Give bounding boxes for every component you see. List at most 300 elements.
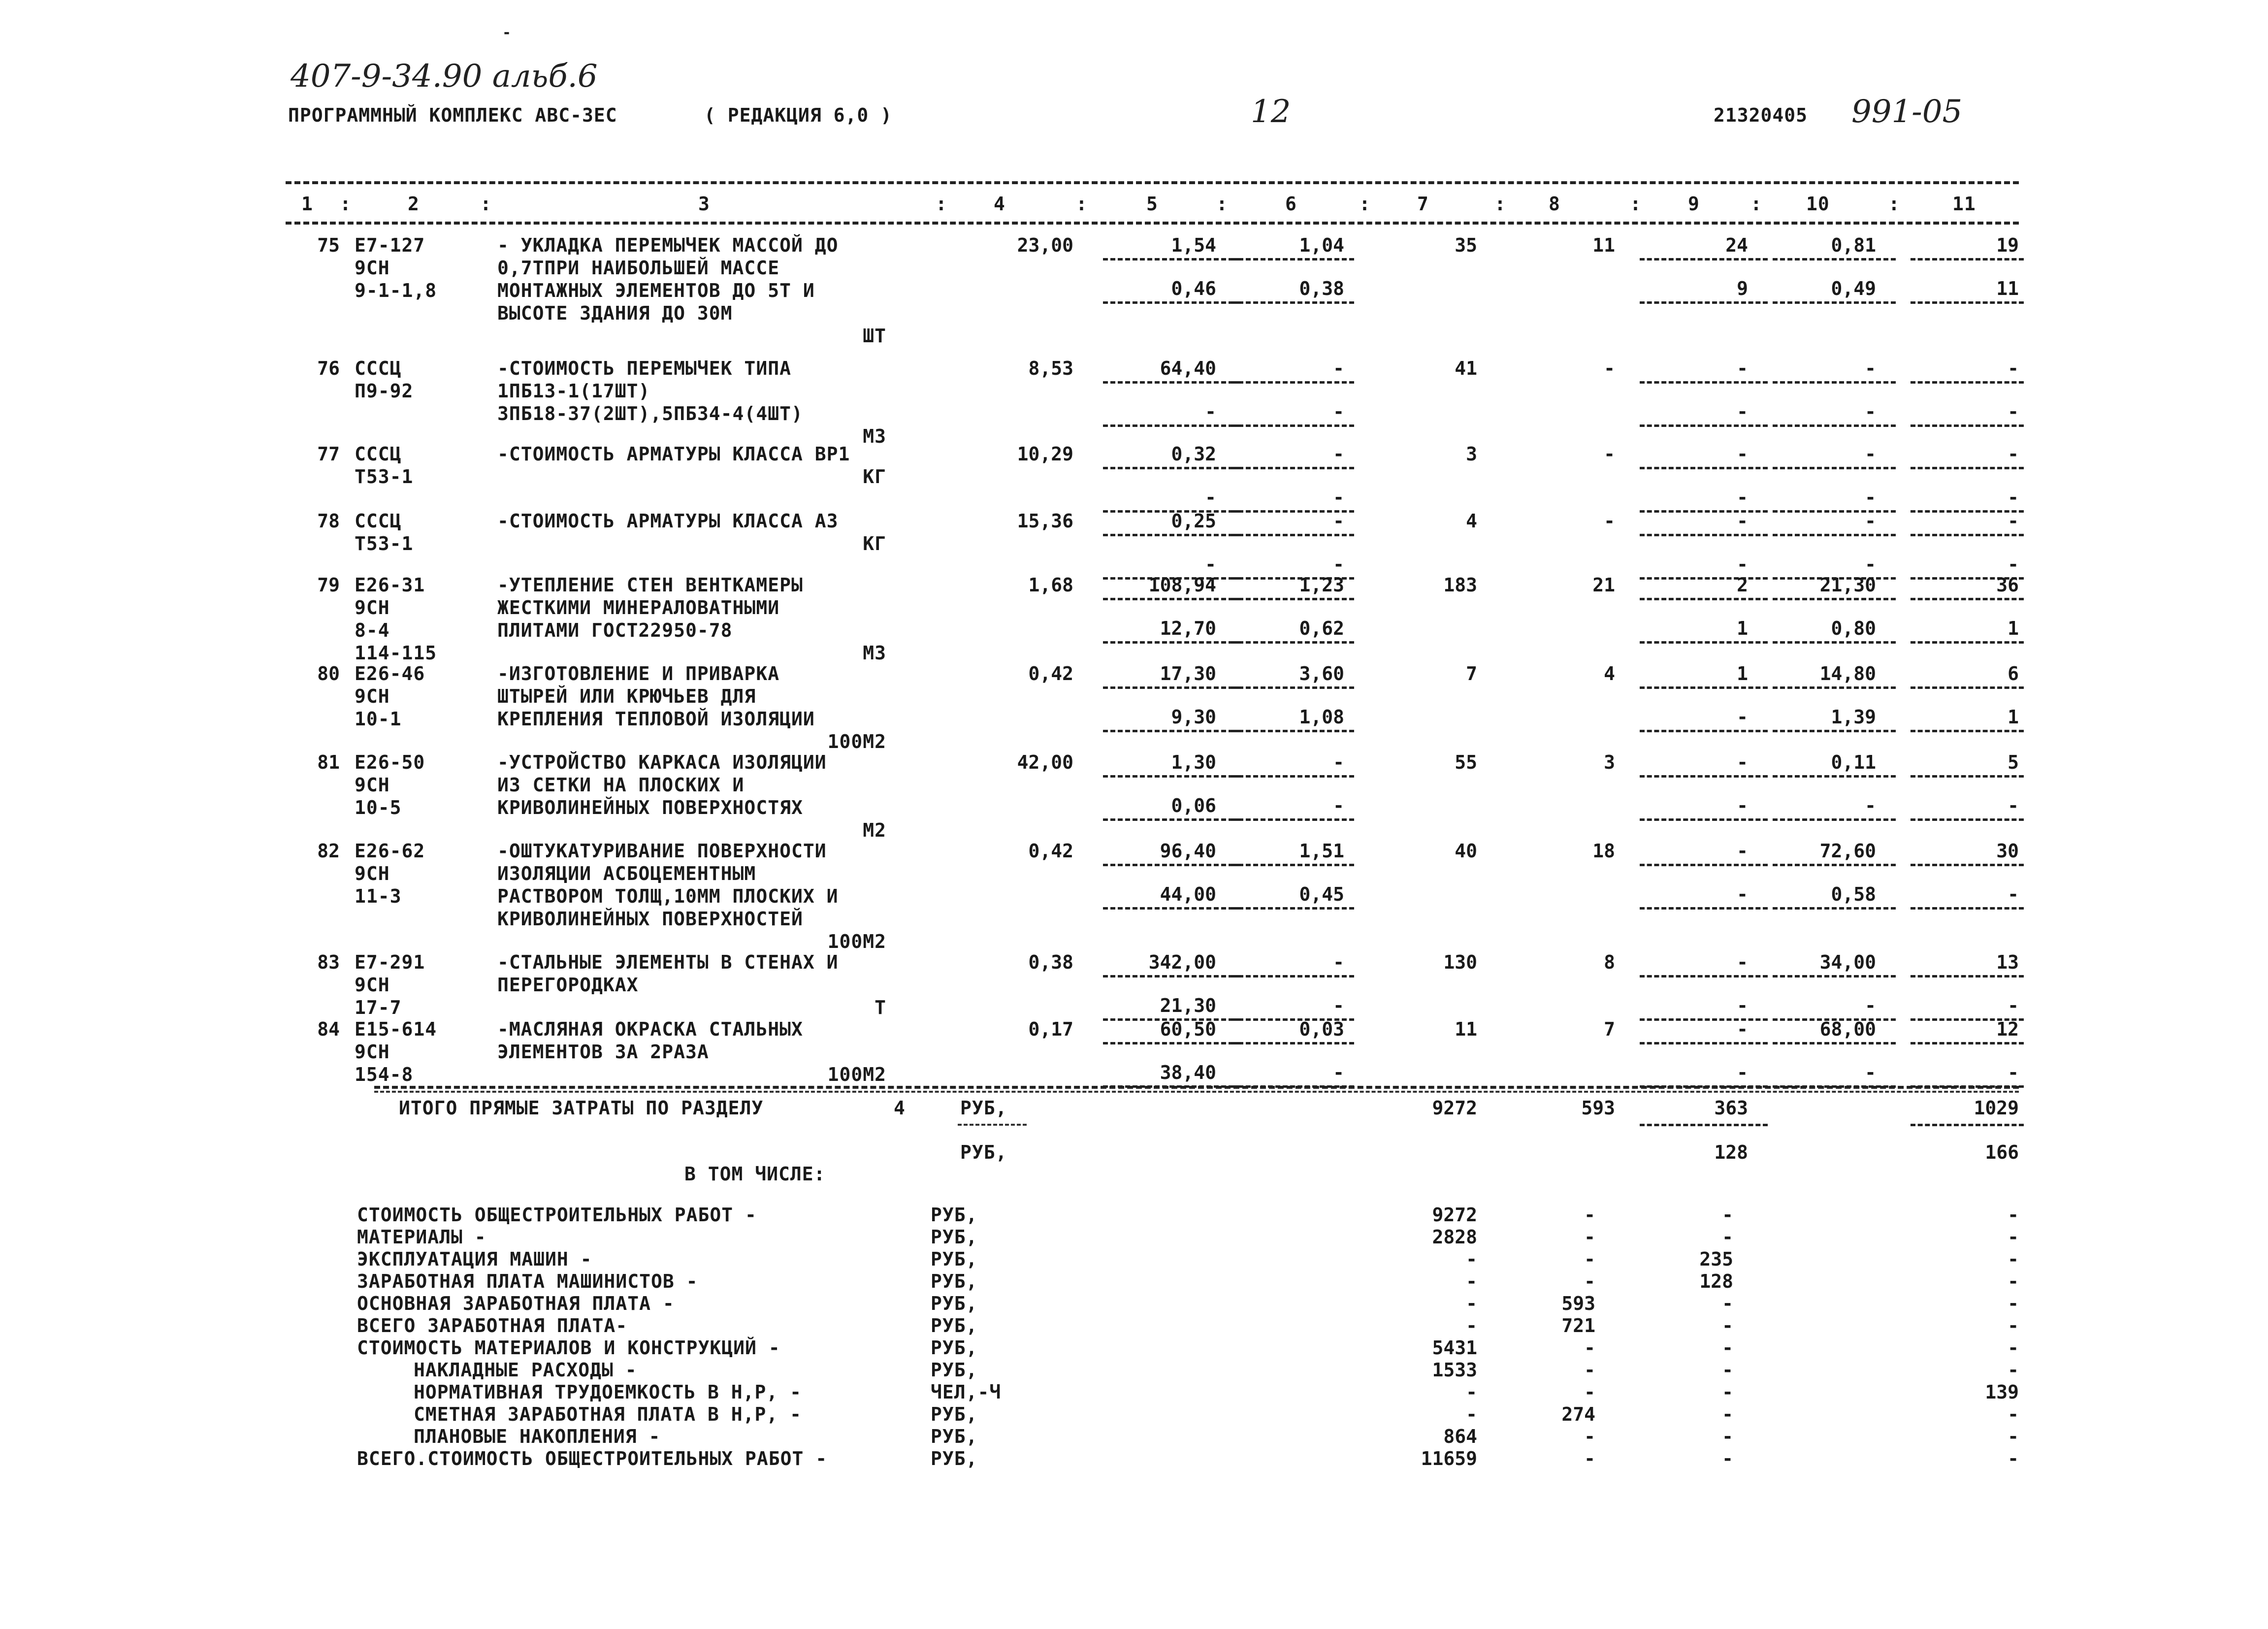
norm-code: Е26-31 <box>355 574 425 596</box>
value-rule <box>1103 641 1241 644</box>
value-c9: - <box>1737 1018 1748 1040</box>
value-rule <box>1911 467 2024 469</box>
column-number: 11 <box>1952 193 1976 215</box>
work-description: -СТОИМОСТЬ АРМАТУРЫ КЛАССА А3 <box>497 510 839 532</box>
value-rule <box>1773 598 1896 600</box>
value-rule <box>1640 467 1768 469</box>
value-rule <box>1231 686 1354 689</box>
value-c6: - <box>1333 951 1344 973</box>
value-c5: 96,40 <box>1160 840 1216 862</box>
value-rule <box>1911 424 2024 427</box>
total-cost: 183 <box>1443 574 1477 596</box>
value-rule <box>1640 775 1768 778</box>
handwritten-sheet-code: 991-05 <box>1851 94 1963 130</box>
norm-code: 9СН <box>355 685 390 707</box>
unit-of-measure: Т <box>875 997 886 1018</box>
value-rule <box>1911 818 2024 821</box>
norm-code: Е26-62 <box>355 840 425 862</box>
value-rule <box>1231 467 1354 469</box>
value-rule <box>1103 467 1241 469</box>
value-rule <box>1773 424 1896 427</box>
program-title: ПРОГРАММНЫЙ КОМПЛЕКС АВС-ЗЕС <box>288 104 617 126</box>
norm-code: СССЦ <box>355 510 402 532</box>
value-c11: 19 <box>1996 234 2019 256</box>
summary-unit: РУБ, <box>931 1204 978 1226</box>
total-cost: 3 <box>1466 443 1477 465</box>
total-wages: 3 <box>1604 751 1615 773</box>
value-rule <box>1773 641 1896 644</box>
value-rule <box>1773 686 1896 689</box>
value-c6-secondary: 0,38 <box>1299 278 1344 299</box>
value-c9: - <box>1737 840 1748 862</box>
row-number: 77 <box>317 443 340 465</box>
value-c5: 342,00 <box>1148 951 1216 973</box>
summary-wages: - <box>1584 1426 1595 1447</box>
value-c10-secondary: 0,80 <box>1831 618 1876 639</box>
unit-of-measure: М3 <box>863 425 886 447</box>
summary-unit: РУБ, <box>931 1359 978 1381</box>
summary-wages: - <box>1584 1359 1595 1381</box>
value-rule <box>1773 864 1896 866</box>
total-wages: - <box>1604 510 1615 532</box>
norm-code: 9-1-1,8 <box>355 280 437 301</box>
summary-unit: РУБ, <box>931 1403 978 1425</box>
work-description: 3ПБ18-37(2ШТ),5ПБ34-4(4ШТ) <box>497 403 803 424</box>
summary-wages: - <box>1584 1248 1595 1270</box>
value-rule <box>1640 301 1768 304</box>
total-unit-2: РУБ, <box>960 1141 1007 1163</box>
value-rule <box>1773 1042 1896 1044</box>
work-description: ПЛИТАМИ ГОСТ22950-78 <box>497 619 733 641</box>
value-rule <box>1773 907 1896 910</box>
quantity: 1,68 <box>1028 574 1073 596</box>
value-c6: 1,04 <box>1299 234 1344 256</box>
norm-code: 9СН <box>355 774 390 796</box>
summary-wages: 593 <box>1561 1293 1595 1314</box>
summary-labor: - <box>2008 1448 2019 1469</box>
total-cost: 130 <box>1443 951 1477 973</box>
summary-machines: - <box>1722 1315 1733 1336</box>
norm-code: 10-5 <box>355 797 402 818</box>
summary-machines: 235 <box>1699 1248 1733 1270</box>
column-number: 6 <box>1285 193 1297 215</box>
row-number: 79 <box>317 574 340 596</box>
norm-code: Е7-127 <box>355 234 425 256</box>
summary-label: СТОИМОСТЬ ОБЩЕСТРОИТЕЛЬНЫХ РАБОТ - <box>357 1204 757 1226</box>
summary-unit: РУБ, <box>931 1315 978 1336</box>
norm-code: Т53-1 <box>355 533 414 554</box>
value-rule <box>1911 1124 2024 1126</box>
value-rule <box>1231 907 1354 910</box>
value-c9-secondary: - <box>1737 995 1748 1016</box>
total-cost: 41 <box>1455 358 1477 379</box>
summary-wages: 274 <box>1561 1403 1595 1425</box>
value-c6: 1,23 <box>1299 574 1344 596</box>
value-rule <box>1231 975 1354 977</box>
value-c9-secondary: - <box>1737 795 1748 816</box>
unit-of-measure: КГ <box>863 533 886 554</box>
value-c6: 1,51 <box>1299 840 1344 862</box>
value-c10: 21,30 <box>1819 574 1876 596</box>
summary-labor: - <box>2008 1248 2019 1270</box>
column-number: 2 <box>408 193 420 215</box>
value-c6-secondary: 1,08 <box>1299 706 1344 728</box>
value-c6-secondary: - <box>1333 401 1344 423</box>
value-rule <box>1103 818 1241 821</box>
summary-unit: РУБ, <box>931 1248 978 1270</box>
work-description: ШТЫРЕЙ ИЛИ КРЮЧЬЕВ ДЛЯ <box>497 685 756 707</box>
value-rule <box>1640 975 1768 977</box>
summary-labor: - <box>2008 1403 2019 1425</box>
value-c11: 6 <box>2008 663 2019 684</box>
value-rule <box>1231 730 1354 732</box>
value-rule <box>1231 864 1354 866</box>
norm-code: П9-92 <box>355 380 414 402</box>
summary-cost: 5431 <box>1432 1337 1477 1359</box>
value-c11-secondary: - <box>2008 995 2019 1016</box>
value-rule <box>1773 258 1896 261</box>
value-rule <box>1640 730 1768 732</box>
value-c5-secondary: - <box>1205 401 1216 423</box>
summary-label: СМЕТНАЯ ЗАРАБОТНАЯ ПЛАТА В Н,Р, - <box>414 1403 802 1425</box>
value-c5-secondary: 12,70 <box>1160 618 1216 639</box>
total-section: 4 <box>894 1097 906 1119</box>
value-c11: 30 <box>1996 840 2019 862</box>
work-description: -УСТРОЙСТВО КАРКАСА ИЗОЛЯЦИИ <box>497 751 827 773</box>
value-c11-secondary: - <box>2008 795 2019 816</box>
value-c11-secondary: - <box>2008 1062 2019 1083</box>
row-number: 80 <box>317 663 340 684</box>
value-c6-secondary: - <box>1333 554 1344 575</box>
total-cost: 55 <box>1455 751 1477 773</box>
summary-machines: 128 <box>1699 1271 1733 1292</box>
total-unit: РУБ, <box>960 1097 1007 1119</box>
summary-cost: 11659 <box>1421 1448 1477 1469</box>
handwritten-page-number: 12 <box>1251 94 1291 130</box>
value-rule <box>1231 381 1354 384</box>
summary-wages: - <box>1584 1337 1595 1359</box>
column-number: 10 <box>1806 193 1830 215</box>
summary-label: ВСЕГО ЗАРАБОТНАЯ ПЛАТА- <box>357 1315 628 1336</box>
value-c5-secondary: 0,46 <box>1171 278 1216 299</box>
value-c11-secondary: 1 <box>2008 618 2019 639</box>
norm-code: СССЦ <box>355 358 402 379</box>
summary-unit: РУБ, <box>931 1426 978 1447</box>
value-c5-secondary: - <box>1205 554 1216 575</box>
work-description: 1ПБ13-1(17ШТ) <box>497 380 650 402</box>
value-rule <box>1231 818 1354 821</box>
value-rule <box>1103 907 1241 910</box>
summary-cost: 1533 <box>1432 1359 1477 1381</box>
total-wages: 7 <box>1604 1018 1615 1040</box>
header-bottom-rule <box>286 222 2019 225</box>
value-rule <box>1231 598 1354 600</box>
value-c5-secondary: 38,40 <box>1160 1062 1216 1083</box>
work-description: -СТОИМОСТЬ ПЕРЕМЫЧЕК ТИПА <box>497 358 791 379</box>
summary-wages: 721 <box>1561 1315 1595 1336</box>
totals-top-rule <box>374 1086 2019 1089</box>
unit-of-measure: М3 <box>863 642 886 664</box>
column-separator: : <box>1216 193 1228 215</box>
work-description: -МАСЛЯНАЯ ОКРАСКА СТАЛЬНЫХ <box>497 1018 803 1040</box>
column-number: 5 <box>1146 193 1158 215</box>
norm-code: 10-1 <box>355 708 402 730</box>
quantity: 15,36 <box>1017 510 1073 532</box>
total-cost: 40 <box>1455 840 1477 862</box>
value-rule <box>1773 818 1896 821</box>
column-separator: : <box>1888 193 1900 215</box>
value-rule <box>1103 730 1241 732</box>
column-number: 8 <box>1549 193 1560 215</box>
value-c6: - <box>1333 443 1344 465</box>
total-labor-2: 166 <box>1985 1141 2019 1163</box>
summary-label: ЗАРАБОТНАЯ ПЛАТА МАШИНИСТОВ - <box>357 1271 698 1292</box>
value-c9: 24 <box>1725 234 1748 256</box>
row-number: 81 <box>317 751 340 773</box>
total-wages: 18 <box>1592 840 1615 862</box>
value-c5-secondary: - <box>1205 487 1216 508</box>
column-separator: : <box>480 193 492 215</box>
summary-labor: - <box>2008 1226 2019 1248</box>
summary-machines: - <box>1722 1403 1733 1425</box>
summary-cost: 864 <box>1443 1426 1477 1447</box>
value-c6-secondary: - <box>1333 487 1344 508</box>
total-label: ИТОГО ПРЯМЫЕ ЗАТРАТЫ ПО РАЗДЕЛУ <box>399 1097 764 1119</box>
quantity: 0,42 <box>1028 663 1073 684</box>
value-c6-secondary: - <box>1333 1062 1344 1083</box>
summary-labor: - <box>2008 1337 2019 1359</box>
work-description: ЖЕСТКИМИ МИНЕРАЛОВАТНЫМИ <box>497 597 780 619</box>
value-rule <box>1773 381 1896 384</box>
value-c10: 72,60 <box>1819 840 1876 862</box>
value-c5: 64,40 <box>1160 358 1216 379</box>
work-description: КРИВОЛИНЕЙНЫХ ПОВЕРХНОСТЕЙ <box>497 908 803 930</box>
unit-of-measure: ШТ <box>863 325 886 347</box>
work-description: -СТОИМОСТЬ АРМАТУРЫ КЛАССА ВР1 <box>497 443 850 465</box>
summary-cost: - <box>1466 1271 1477 1292</box>
summary-machines: - <box>1722 1204 1733 1226</box>
value-c10-secondary: - <box>1865 554 1876 575</box>
norm-code: 9СН <box>355 1041 390 1063</box>
norm-code: 154-8 <box>355 1064 414 1085</box>
quantity: 42,00 <box>1017 751 1073 773</box>
value-c6-secondary: - <box>1333 995 1344 1016</box>
column-separator: : <box>1076 193 1088 215</box>
summary-machines: - <box>1722 1426 1733 1447</box>
value-c10-secondary: - <box>1865 401 1876 423</box>
norm-code: Е7-291 <box>355 951 425 973</box>
value-c5: 0,32 <box>1171 443 1216 465</box>
value-c10: - <box>1865 358 1876 379</box>
value-c10: 68,00 <box>1819 1018 1876 1040</box>
value-c9-secondary: - <box>1737 401 1748 423</box>
summary-unit: РУБ, <box>931 1337 978 1359</box>
value-rule <box>1103 686 1241 689</box>
summary-labor: - <box>2008 1359 2019 1381</box>
quantity: 0,42 <box>1028 840 1073 862</box>
work-description: ИЗОЛЯЦИИ АСБОЦЕМЕНТНЫМ <box>497 863 756 884</box>
norm-code: Т53-1 <box>355 466 414 488</box>
value-rule <box>1911 534 2024 536</box>
total-wages: 593 <box>1581 1097 1615 1119</box>
value-rule <box>1911 258 2024 261</box>
summary-unit: РУБ, <box>931 1271 978 1292</box>
row-number: 75 <box>317 234 340 256</box>
summary-labor: 139 <box>1985 1381 2019 1403</box>
value-rule <box>1103 424 1241 427</box>
value-rule <box>1103 1042 1241 1044</box>
row-number: 82 <box>317 840 340 862</box>
summary-label: ВСЕГО.СТОИМОСТЬ ОБЩЕСТРОИТЕЛЬНЫХ РАБОТ - <box>357 1448 828 1469</box>
summary-wages: - <box>1584 1271 1595 1292</box>
value-rule <box>1911 864 2024 866</box>
value-rule <box>1640 641 1768 644</box>
work-description: - УКЛАДКА ПЕРЕМЫЧЕК МАССОЙ ДО <box>497 234 839 256</box>
value-rule <box>1640 818 1768 821</box>
summary-cost: - <box>1466 1403 1477 1425</box>
value-rule <box>1640 534 1768 536</box>
summary-unit: РУБ, <box>931 1226 978 1248</box>
summary-labor: - <box>2008 1204 2019 1226</box>
summary-wages: - <box>1584 1448 1595 1469</box>
work-description: КРЕПЛЕНИЯ ТЕПЛОВОЙ ИЗОЛЯЦИИ <box>497 708 815 730</box>
total-labor: 1029 <box>1974 1097 2019 1119</box>
value-c6: 3,60 <box>1299 663 1344 684</box>
value-c11: 13 <box>1996 951 2019 973</box>
value-c9-secondary: - <box>1737 487 1748 508</box>
value-rule <box>1640 1124 1768 1126</box>
value-rule <box>1231 258 1354 261</box>
summary-label: НАКЛАДНЫЕ РАСХОДЫ - <box>414 1359 637 1381</box>
value-rule <box>1640 907 1768 910</box>
value-c11-secondary: 11 <box>1996 278 2019 299</box>
value-c11: 36 <box>1996 574 2019 596</box>
total-machines: 363 <box>1714 1097 1748 1119</box>
value-c5-secondary: 21,30 <box>1160 995 1216 1016</box>
value-rule <box>1911 907 2024 910</box>
value-c9: - <box>1737 510 1748 532</box>
value-rule <box>1911 775 2024 778</box>
column-number: 3 <box>698 193 710 215</box>
value-c5: 17,30 <box>1160 663 1216 684</box>
value-c5-secondary: 9,30 <box>1171 706 1216 728</box>
row-number: 83 <box>317 951 340 973</box>
summary-label: ОСНОВНАЯ ЗАРАБОТНАЯ ПЛАТА - <box>357 1293 675 1314</box>
value-rule <box>1103 598 1241 600</box>
value-c11: - <box>2008 358 2019 379</box>
value-c6: 0,03 <box>1299 1018 1344 1040</box>
total-wages: 11 <box>1592 234 1615 256</box>
value-c11-secondary: 1 <box>2008 706 2019 728</box>
value-c9: - <box>1737 443 1748 465</box>
summary-wages: - <box>1584 1226 1595 1248</box>
value-rule <box>1640 381 1768 384</box>
column-separator: : <box>1750 193 1762 215</box>
row-number: 78 <box>317 510 340 532</box>
value-rule <box>1103 775 1241 778</box>
value-c9-secondary: - <box>1737 554 1748 575</box>
value-c11-secondary: - <box>2008 883 2019 905</box>
summary-labor: - <box>2008 1293 2019 1314</box>
summary-labor: - <box>2008 1426 2019 1447</box>
summary-cost: - <box>1466 1315 1477 1336</box>
column-separator: : <box>1494 193 1506 215</box>
total-cost: 7 <box>1466 663 1477 684</box>
value-c10-secondary: 0,58 <box>1831 883 1876 905</box>
unit-of-measure: 100М2 <box>827 931 886 952</box>
summary-wages: - <box>1584 1204 1595 1226</box>
total-wages: 8 <box>1604 951 1615 973</box>
value-c11: 12 <box>1996 1018 2019 1040</box>
value-c10: 14,80 <box>1819 663 1876 684</box>
value-rule <box>1911 686 2024 689</box>
value-c10: 0,81 <box>1831 234 1876 256</box>
norm-code: 9СН <box>355 257 390 279</box>
value-c11: - <box>2008 443 2019 465</box>
value-c5: 1,54 <box>1171 234 1216 256</box>
summary-cost: - <box>1466 1293 1477 1314</box>
value-rule <box>1231 301 1354 304</box>
column-number: 4 <box>994 193 1005 215</box>
row-number: 76 <box>317 358 340 379</box>
summary-label: СТОИМОСТЬ МАТЕРИАЛОВ И КОНСТРУКЦИЙ - <box>357 1337 780 1359</box>
value-c9: 1 <box>1737 663 1748 684</box>
total-cost: 35 <box>1455 234 1477 256</box>
value-rule <box>1640 1042 1768 1044</box>
summary-label: МАТЕРИАЛЫ - <box>357 1226 486 1248</box>
total-wages: 4 <box>1604 663 1615 684</box>
summary-machines: - <box>1722 1448 1733 1469</box>
work-description: КРИВОЛИНЕЙНЫХ ПОВЕРХНОСТЯХ <box>497 797 803 818</box>
value-c10: - <box>1865 443 1876 465</box>
scan-mark: - <box>502 24 512 41</box>
norm-code: Е26-50 <box>355 751 425 773</box>
summary-cost: 9272 <box>1432 1204 1477 1226</box>
norm-code: Е15-614 <box>355 1018 437 1040</box>
value-c9: - <box>1737 358 1748 379</box>
handwritten-archive-code: 407-9-34.90 альб.6 <box>291 58 598 95</box>
summary-machines: - <box>1722 1359 1733 1381</box>
value-c10-secondary: 1,39 <box>1831 706 1876 728</box>
value-rule <box>1640 424 1768 427</box>
summary-wages: - <box>1584 1381 1595 1403</box>
value-rule <box>1911 730 2024 732</box>
work-description: МОНТАЖНЫХ ЭЛЕМЕНТОВ ДО 5Т И <box>497 280 815 301</box>
value-rule <box>1911 1042 2024 1044</box>
value-c9-secondary: - <box>1737 706 1748 728</box>
value-c5: 108,94 <box>1148 574 1216 596</box>
value-rule <box>1103 864 1241 866</box>
work-description: ЭЛЕМЕНТОВ ЗА 2РАЗА <box>497 1041 709 1063</box>
value-rule <box>1231 1042 1354 1044</box>
value-c11-secondary: - <box>2008 554 2019 575</box>
summary-cost: 2828 <box>1432 1226 1477 1248</box>
value-rule <box>1911 381 2024 384</box>
summary-labor: - <box>2008 1271 2019 1292</box>
value-c11-secondary: - <box>2008 401 2019 423</box>
value-rule <box>1640 686 1768 689</box>
value-rule <box>1103 534 1241 536</box>
value-c9-secondary: - <box>1737 1062 1748 1083</box>
value-c9-secondary: 9 <box>1737 278 1748 299</box>
summary-label: НОРМАТИВНАЯ ТРУДОЕМКОСТЬ В Н,Р, - <box>414 1381 802 1403</box>
row-number: 84 <box>317 1018 340 1040</box>
value-rule <box>958 1124 1027 1126</box>
value-rule <box>1103 258 1241 261</box>
value-c9: - <box>1737 751 1748 773</box>
norm-code: СССЦ <box>355 443 402 465</box>
value-c10-secondary: - <box>1865 1062 1876 1083</box>
